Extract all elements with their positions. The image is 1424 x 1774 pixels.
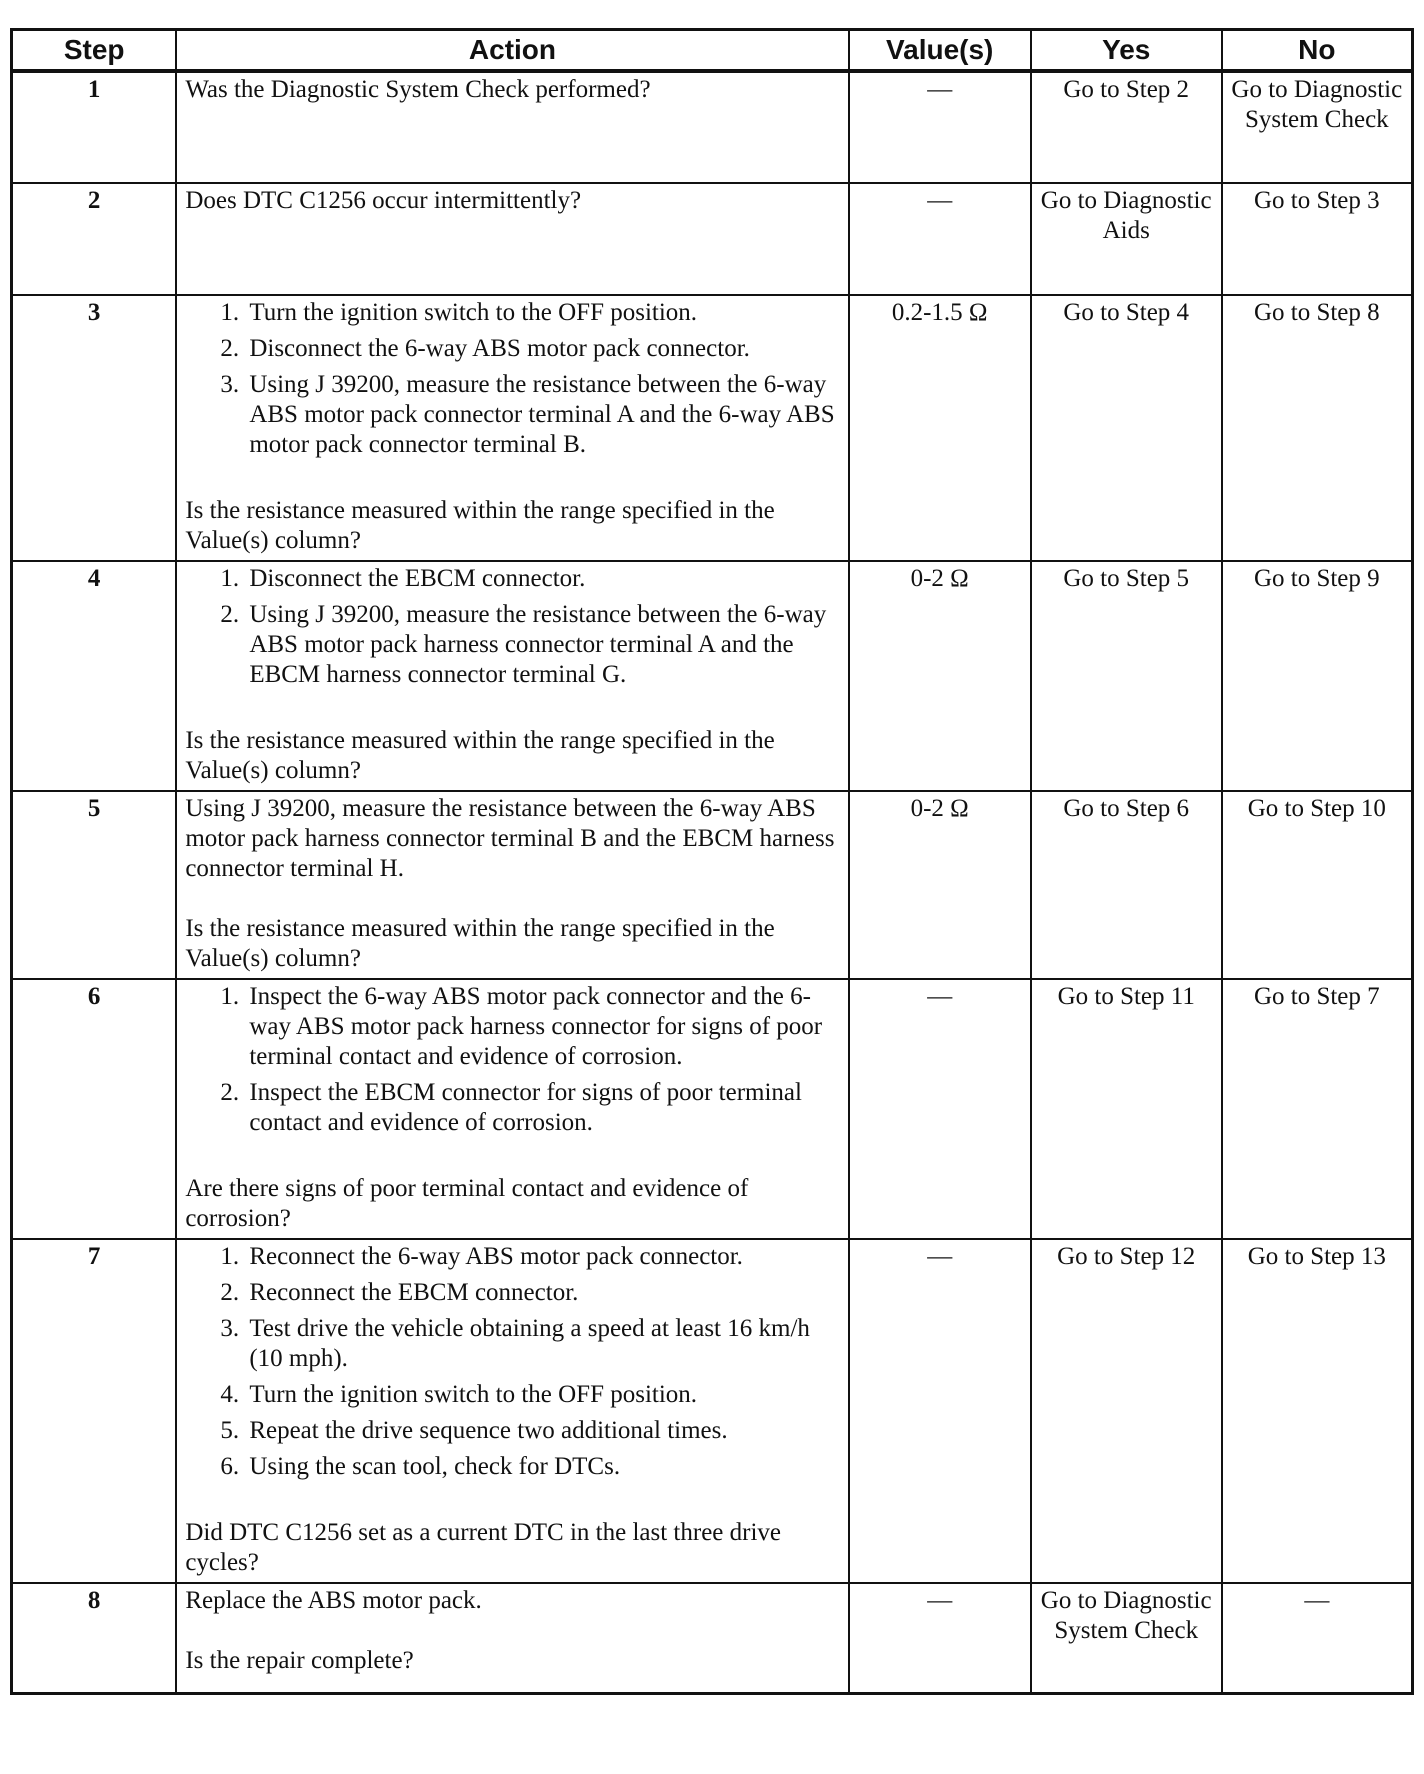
value-cell: 0.2-1.5 Ω <box>849 295 1031 561</box>
no-cell: Go to Step 8 <box>1222 295 1413 561</box>
no-cell: Go to Step 3 <box>1222 183 1413 295</box>
yes-cell: Go to Step 4 <box>1031 295 1222 561</box>
action-cell <box>176 1239 848 1583</box>
no-cell: Go to Step 7 <box>1222 979 1413 1239</box>
value-cell: — <box>849 979 1031 1239</box>
no-cell: Go to Step 9 <box>1222 561 1413 791</box>
procedure-item: 2. Inspect the EBCM connector for signs of poor terminal contact and evidence of corrosion. <box>245 1078 839 1138</box>
diagnostic-table <box>10 28 1414 1695</box>
procedure-item: 1. Turn the ignition switch to the OFF position. <box>245 298 839 328</box>
table-row <box>12 791 1413 979</box>
procedure-item: 2. Using J 39200, measure the resistance between the 6-way ABS motor pack harness connector terminal A and the EBCM harness connector terminal G. <box>245 600 839 690</box>
procedure-item: 1. Reconnect the 6-way ABS motor pack connector. <box>245 1242 839 1272</box>
step-number: 4 <box>12 561 177 791</box>
step-number: 1 <box>12 71 177 183</box>
action-cell <box>176 183 848 295</box>
procedure-item: 4. Turn the ignition switch to the OFF position. <box>245 1380 839 1410</box>
action-text: Was the Diagnostic System Check performed? <box>185 76 651 103</box>
question-text: Is the resistance measured within the range specified in the Value(s) column? <box>185 497 775 554</box>
question-text: Is the repair complete? <box>185 1647 414 1674</box>
header-values: Value(s) <box>849 30 1031 72</box>
no-cell: Go to Step 13 <box>1222 1239 1413 1583</box>
no-cell: Go to Step 10 <box>1222 791 1413 979</box>
yes-cell: Go to Step 12 <box>1031 1239 1222 1583</box>
yes-cell: Go to Diagnostic Aids <box>1031 183 1222 295</box>
value-cell: 0-2 Ω <box>849 561 1031 791</box>
procedure-item: 2. Reconnect the EBCM connector. <box>245 1278 839 1308</box>
table-row <box>12 183 1413 295</box>
table-row <box>12 71 1413 183</box>
action-text: Replace the ABS motor pack. <box>185 1587 482 1614</box>
action-cell <box>176 979 848 1239</box>
action-cell <box>176 561 848 791</box>
step-number: 8 <box>12 1583 177 1693</box>
header-no: No <box>1222 30 1413 72</box>
header-step: Step <box>12 30 177 72</box>
value-cell: 0-2 Ω <box>849 791 1031 979</box>
question-text: Is the resistance measured within the range specified in the Value(s) column? <box>185 727 775 784</box>
step-number: 2 <box>12 183 177 295</box>
step-number: 3 <box>12 295 177 561</box>
step-number: 5 <box>12 791 177 979</box>
question-text: Is the resistance measured within the range specified in the Value(s) column? <box>185 915 775 972</box>
action-cell <box>176 791 848 979</box>
action-cell <box>176 71 848 183</box>
yes-cell: Go to Step 2 <box>1031 71 1222 183</box>
header-action: Action <box>176 30 848 72</box>
value-cell: — <box>849 183 1031 295</box>
step-number: 7 <box>12 1239 177 1583</box>
no-cell: — <box>1222 1583 1413 1693</box>
question-text: Did DTC C1256 set as a current DTC in the last three drive cycles? <box>185 1519 782 1576</box>
yes-cell: Go to Diagnostic System Check <box>1031 1583 1222 1693</box>
procedure-item: 5. Repeat the drive sequence two additional times. <box>245 1416 839 1446</box>
procedure-list <box>185 298 839 460</box>
procedure-list <box>185 564 839 690</box>
action-text: Using J 39200, measure the resistance between the 6-way ABS motor pack harness connector terminal B and the EBCM harness connector terminal H. <box>185 795 835 882</box>
procedure-item: 3. Test drive the vehicle obtaining a speed at least 16 km/h (10 mph). <box>245 1314 839 1374</box>
action-cell <box>176 1583 848 1693</box>
procedure-item: 3. Using J 39200, measure the resistance between the 6-way ABS motor pack connector terminal A and the 6-way ABS motor pack connector terminal B. <box>245 370 839 460</box>
yes-cell: Go to Step 5 <box>1031 561 1222 791</box>
table-header-row <box>12 30 1413 72</box>
yes-cell: Go to Step 6 <box>1031 791 1222 979</box>
procedure-item: 1. Inspect the 6-way ABS motor pack connector and the 6-way ABS motor pack harness connector for signs of poor terminal contact and evidence of corrosion. <box>245 982 839 1072</box>
value-cell: — <box>849 71 1031 183</box>
procedure-item: 1. Disconnect the EBCM connector. <box>245 564 839 594</box>
procedure-list <box>185 982 839 1138</box>
value-cell: — <box>849 1239 1031 1583</box>
action-cell <box>176 295 848 561</box>
no-cell: Go to Diagnostic System Check <box>1222 71 1413 183</box>
table-row <box>12 561 1413 791</box>
value-cell: — <box>849 1583 1031 1693</box>
action-text: Does DTC C1256 occur intermittently? <box>185 187 582 214</box>
header-yes: Yes <box>1031 30 1222 72</box>
question-text: Are there signs of poor terminal contact and evidence of corrosion? <box>185 1175 749 1232</box>
yes-cell: Go to Step 11 <box>1031 979 1222 1239</box>
table-row <box>12 1239 1413 1583</box>
procedure-item: 2. Disconnect the 6-way ABS motor pack connector. <box>245 334 839 364</box>
table-row <box>12 295 1413 561</box>
procedure-item: 6. Using the scan tool, check for DTCs. <box>245 1452 839 1482</box>
step-number: 6 <box>12 979 177 1239</box>
table-row <box>12 1583 1413 1693</box>
procedure-list <box>185 1242 839 1482</box>
table-row <box>12 979 1413 1239</box>
